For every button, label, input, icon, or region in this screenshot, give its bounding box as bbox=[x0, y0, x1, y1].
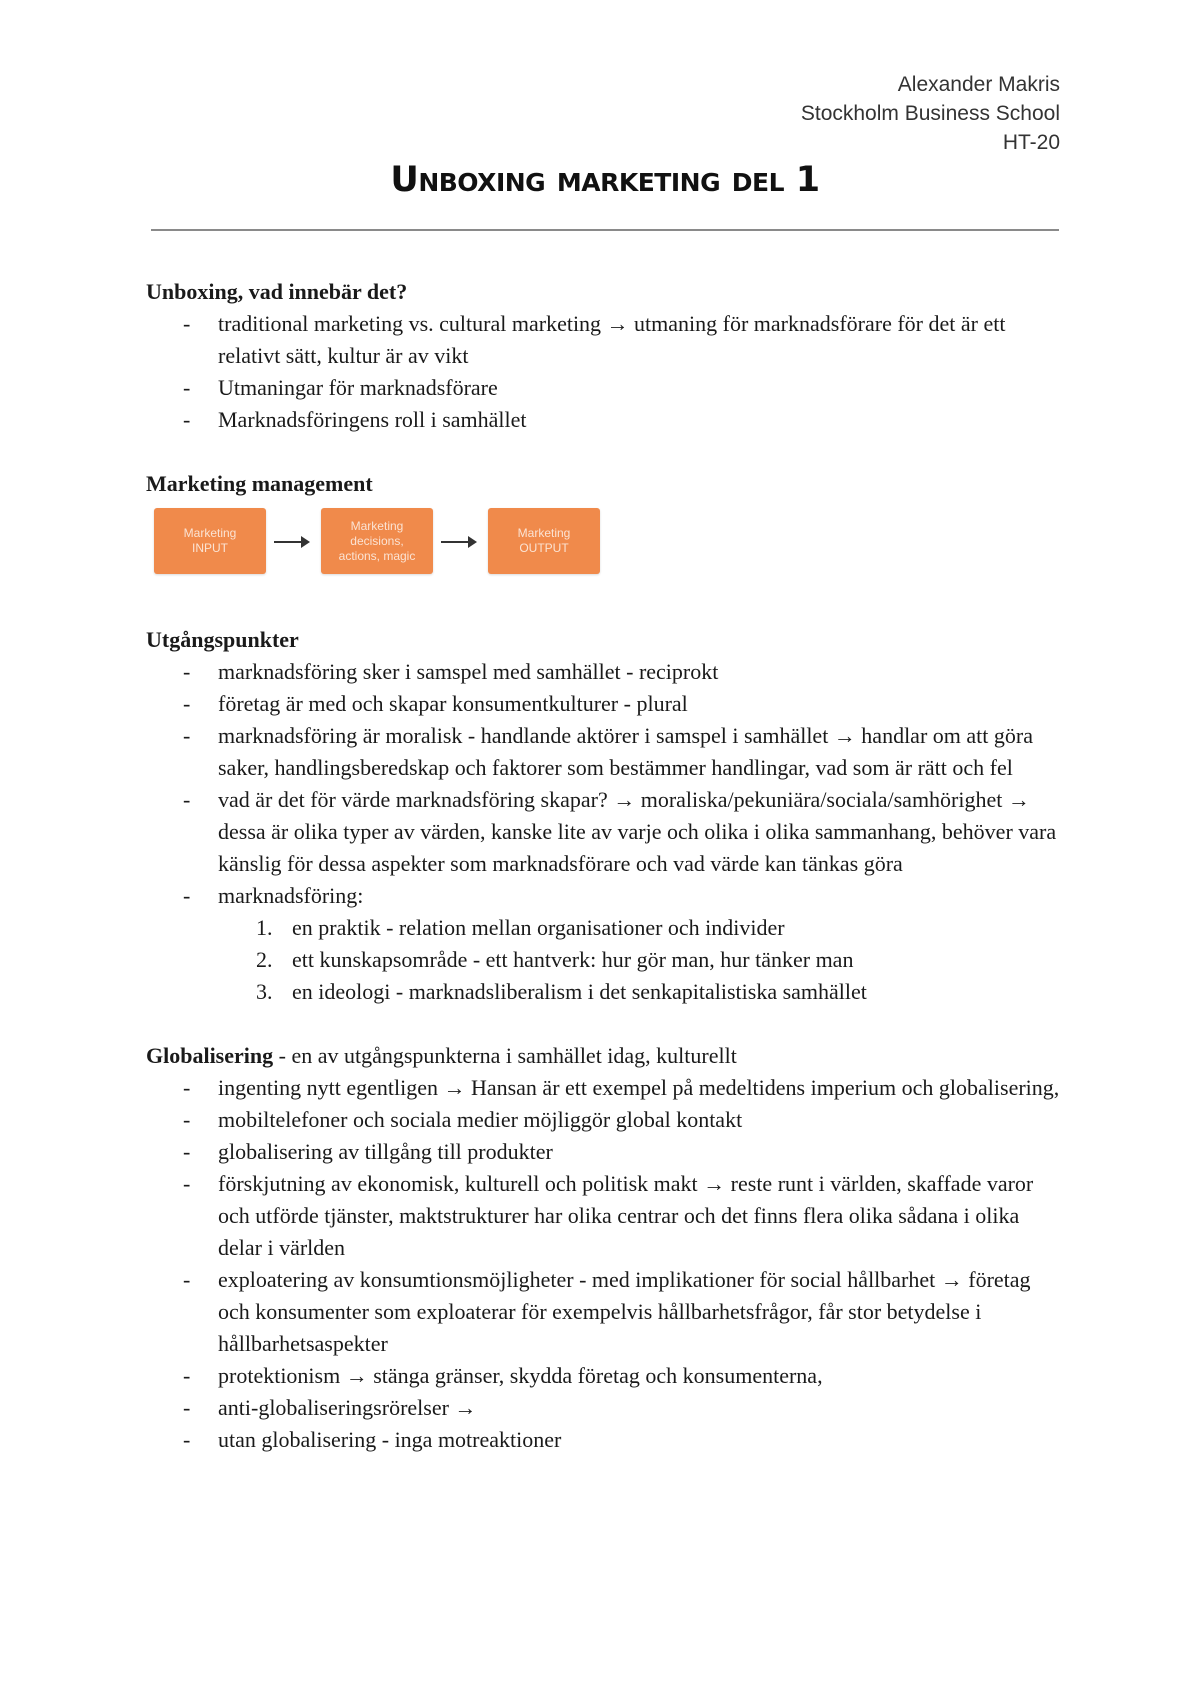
numbered-item bbox=[146, 944, 1066, 976]
item-number: 3. bbox=[256, 979, 273, 1004]
list-item: - anti-globaliseringsrörelser → bbox=[146, 1392, 1066, 1424]
list-item: - exploatering av konsumtionsmöjligheter - med implikationer för social hållbarhet → företag och konsumenter som exploaterar för exempelvis hållbarhetsfrågor, får stor betydelse i hållbarhetsaspekter bbox=[146, 1264, 1066, 1360]
section-heading-line bbox=[146, 1040, 1066, 1072]
document-body bbox=[146, 276, 1066, 1488]
item-number: 1. bbox=[256, 915, 273, 940]
list-item: - förskjutning av ekonomisk, kulturell och politisk makt → reste runt i världen, skaffade varor och utförde tjänster, maktstrukturer har olika centrar och det finns flera olika sådana i olika delar i världen bbox=[146, 1168, 1066, 1264]
flow-box-input: Marketing INPUT bbox=[154, 508, 266, 574]
section-heading: Marketing management bbox=[146, 471, 373, 496]
bullet-list bbox=[146, 308, 1066, 436]
school-name: Stockholm Business School bbox=[800, 102, 1060, 125]
item-text: en praktik - relation mellan organisationer och individer bbox=[292, 915, 785, 940]
section-unboxing bbox=[146, 276, 1066, 436]
flow-arrow-icon bbox=[441, 541, 475, 543]
bullet-list bbox=[146, 656, 1066, 912]
list-item: - Utmaningar för marknadsförare bbox=[146, 372, 1066, 404]
list-item: - marknadsföring sker i samspel med samhället - reciprokt bbox=[146, 656, 1066, 688]
document-header bbox=[801, 70, 1060, 157]
list-item: - ingenting nytt egentligen → Hansan är ett exempel på medeltidens imperium och globalisering, bbox=[146, 1072, 1066, 1104]
section-heading: Globalisering bbox=[146, 1043, 274, 1068]
section-globalisering bbox=[146, 1040, 1066, 1456]
numbered-item bbox=[146, 976, 1066, 1008]
section-heading-note: - en av utgångspunkterna i samhället idag, kulturellt bbox=[273, 1043, 737, 1068]
list-item: - globalisering av tillgång till produkter bbox=[146, 1136, 1066, 1168]
numbered-item bbox=[146, 912, 1066, 944]
flow-arrow-icon bbox=[274, 541, 308, 543]
author-name: Alexander Makris bbox=[897, 73, 1060, 96]
list-item: - företag är med och skapar konsumentkulturer - plural bbox=[146, 688, 1066, 720]
item-number: 2. bbox=[256, 947, 273, 972]
section-utgangspunkter bbox=[146, 624, 1066, 1008]
list-item: - utan globalisering - inga motreaktioner bbox=[146, 1424, 1066, 1456]
flow-box-output: Marketing OUTPUT bbox=[488, 508, 600, 574]
title-divider bbox=[151, 229, 1059, 231]
section-marketing-management bbox=[146, 468, 1066, 580]
term-label: HT-20 bbox=[1002, 131, 1060, 154]
list-item: - vad är det för värde marknadsföring skapar? → moraliska/pekuniära/sociala/samhörighet → dessa är olika typer av värden, kanske lite av varje och olika i olika sammanhang, behöver vara känslig för dessa aspekter som marknadsförare och vad värde kan tänkas göra bbox=[146, 784, 1066, 880]
bullet-list bbox=[146, 1072, 1066, 1456]
marketing-flow-diagram bbox=[146, 508, 1066, 580]
list-item: - mobiltelefoner och sociala medier möjliggör global kontakt bbox=[146, 1104, 1066, 1136]
list-item: - Marknadsföringens roll i samhället bbox=[146, 404, 1066, 436]
item-text: en ideologi - marknadsliberalism i det senkapitalistiska samhället bbox=[292, 979, 867, 1004]
list-item: - traditional marketing vs. cultural marketing → utmaning för marknadsförare för det är ett relativt sätt, kultur är av vikt bbox=[146, 308, 1066, 372]
section-heading: Unboxing, vad innebär det? bbox=[146, 279, 408, 304]
section-heading: Utgångspunkter bbox=[146, 627, 299, 652]
list-item: - protektionism → stänga gränser, skydda företag och konsumenterna, bbox=[146, 1360, 1066, 1392]
document-title: Unboxing marketing del 1 bbox=[390, 160, 820, 200]
list-item: - marknadsföring: bbox=[146, 880, 1066, 912]
list-item: - marknadsföring är moralisk - handlande aktörer i samspel i samhället → handlar om att göra saker, handlingsberedskap och faktorer som bestämmer handlingar, vad som är rätt och fel bbox=[146, 720, 1066, 784]
item-text: ett kunskapsområde - ett hantverk: hur gör man, hur tänker man bbox=[292, 947, 854, 972]
numbered-list bbox=[146, 912, 1066, 1008]
flow-box-decisions: Marketing decisions, actions, magic bbox=[321, 508, 433, 574]
